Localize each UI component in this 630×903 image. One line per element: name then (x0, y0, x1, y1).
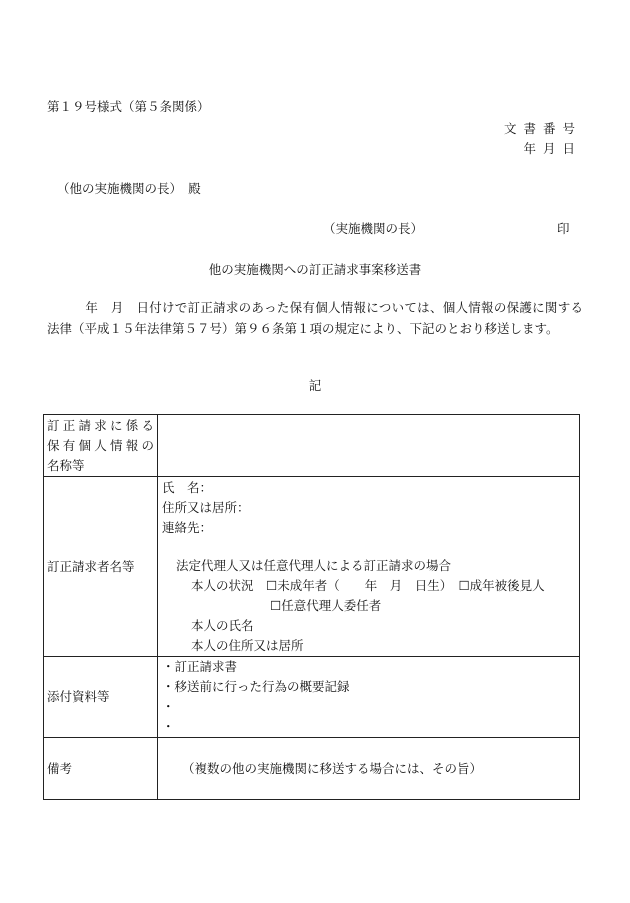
date-label: 年月日 (523, 141, 582, 156)
requester-name-field[interactable]: 氏 名： (162, 479, 213, 495)
attachment-item[interactable]: ・ (162, 699, 175, 714)
label-remarks: 備考 (44, 738, 158, 800)
document-title: 他の実施機関への訂正請求事案移送書 (208, 262, 422, 277)
table-row-requester (44, 477, 580, 657)
attachment-item: ・移送前に行った行為の概要記録 (162, 679, 350, 694)
agent-heading: 法定代理人又は任意代理人による訂正請求の場合 (176, 557, 452, 573)
principal-status-line-2[interactable]: ☐任意代理人委任者 (270, 597, 382, 613)
label-line: 保有個人情報の (47, 437, 154, 453)
sender: （実施機関の長） (323, 221, 424, 236)
value-attachments (158, 657, 580, 738)
attachment-item[interactable]: ・ (162, 719, 175, 734)
requester-contact-field[interactable]: 連絡先： (162, 519, 213, 535)
label-line: 名称等 (47, 457, 85, 473)
recipient: （他の実施機関の長） 殿 (57, 181, 201, 196)
requester-address-field[interactable]: 住所又は居所： (162, 499, 250, 515)
seal-mark: 印 (557, 221, 570, 236)
attachment-item: ・訂正請求書 (162, 659, 238, 674)
value-remarks[interactable] (158, 738, 580, 800)
table-row-attachments (44, 657, 580, 738)
principal-name-field[interactable]: 本人の氏名 (191, 617, 254, 633)
label-requester: 訂正請求者名等 (44, 477, 158, 657)
principal-address-field[interactable]: 本人の住所又は居所 (191, 637, 304, 653)
table-row-info-name (44, 415, 580, 477)
label-info-name (44, 415, 158, 477)
transfer-table (43, 414, 580, 800)
label-line: 訂正請求に係る (47, 417, 154, 433)
label-attachments: 添付資料等 (44, 657, 158, 738)
remarks-note: （複数の他の実施機関に移送する場合には、その旨） (182, 760, 483, 776)
document-number-label: 文書番号 (503, 121, 582, 136)
table-row-remarks (44, 738, 580, 800)
value-info-name[interactable] (158, 415, 580, 477)
body-paragraph: 年 月 日付けで訂正請求のあった保有個人情報については、個人情報の保護に関する法律（平成１５年法律第５７号）第９６条第１項の規定により、下記のとおり移送します。 (47, 300, 583, 336)
ki-heading: 記 (308, 378, 322, 393)
value-requester (158, 477, 580, 657)
form-number: 第１９号様式（第５条関係） (47, 99, 210, 114)
principal-status-line[interactable]: 本人の状況 ☐未成年者（ 年 月 日生） ☐成年被後見人 (191, 577, 545, 593)
